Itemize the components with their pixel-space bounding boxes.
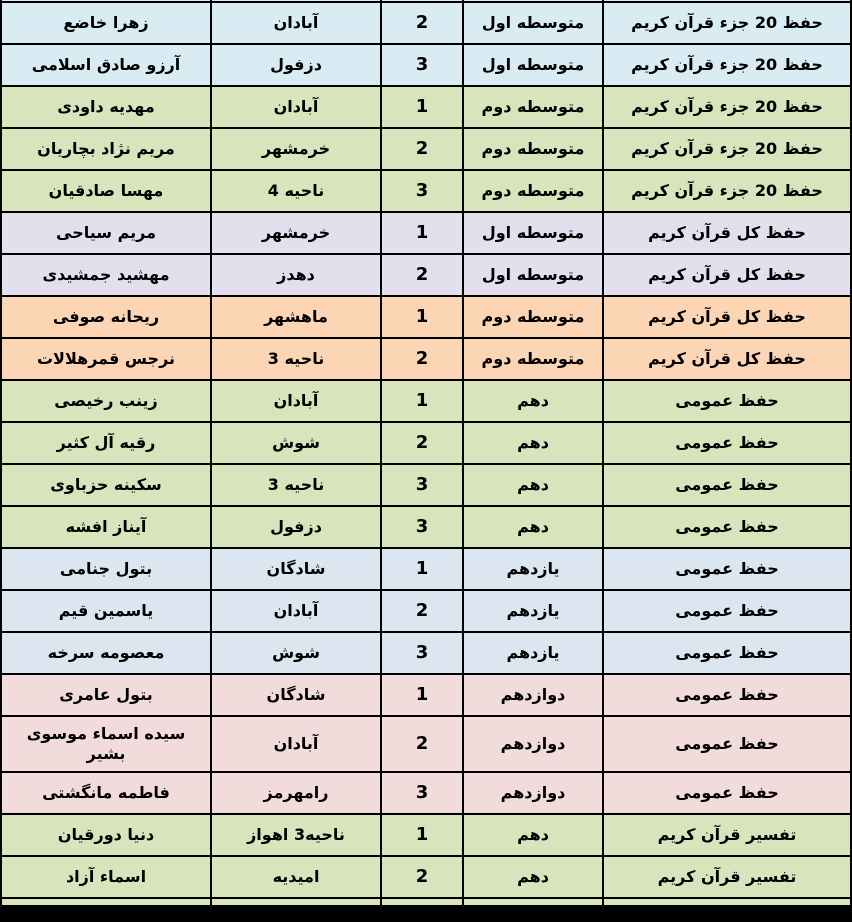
table-row[interactable] [1, 856, 851, 898]
course-cell[interactable]: حفظ 20 جزء قرآن کریم [603, 44, 851, 86]
course-cell[interactable]: حفظ عمومی [603, 716, 851, 772]
course-cell[interactable]: حفظ کل قرآن کریم [603, 296, 851, 338]
name-cell[interactable]: مریم نژاد بچاریان [1, 128, 211, 170]
rank-cell[interactable]: 1 [381, 380, 463, 422]
city-cell[interactable]: دزفول [211, 44, 381, 86]
grade-cell[interactable]: متوسطه دوم [463, 296, 603, 338]
grade-cell[interactable]: متوسطه دوم [463, 86, 603, 128]
rank-cell[interactable]: 2 [381, 254, 463, 296]
table-row[interactable] [1, 422, 851, 464]
rank-cell[interactable]: 1 [381, 296, 463, 338]
table-row[interactable] [1, 254, 851, 296]
table-row[interactable] [1, 506, 851, 548]
city-cell[interactable]: خرمشهر [211, 128, 381, 170]
table-row[interactable] [1, 296, 851, 338]
name-cell[interactable]: رقیه آل کثیر [1, 422, 211, 464]
name-cell[interactable]: زهرا خاضع [1, 2, 211, 44]
name-cell[interactable]: نرجس قمرهلالات [1, 338, 211, 380]
results-table-body [1, 0, 851, 906]
rank-cell[interactable]: 2 [381, 590, 463, 632]
name-cell[interactable]: اسماء آزاد [1, 856, 211, 898]
rank-cell[interactable]: 3 [381, 464, 463, 506]
grade-cell[interactable]: دهم [463, 380, 603, 422]
rank-cell[interactable]: 3 [381, 506, 463, 548]
city-cell[interactable]: آبادان [211, 590, 381, 632]
table-row[interactable] [1, 464, 851, 506]
name-cell[interactable]: فاطمه مانگشتی [1, 772, 211, 814]
city-cell[interactable]: دهدز [211, 254, 381, 296]
grade-cell[interactable]: دوازدهم [463, 674, 603, 716]
table-row[interactable] [1, 632, 851, 674]
city-cell[interactable]: شوش [211, 422, 381, 464]
table-row[interactable] [1, 898, 851, 906]
rank-cell[interactable]: 1 [381, 814, 463, 856]
course-cell[interactable]: حفظ 20 جزء قرآن کریم [603, 170, 851, 212]
table-row[interactable] [1, 338, 851, 380]
city-cell[interactable]: رامهرمز [211, 772, 381, 814]
grade-cell[interactable]: دهم [463, 856, 603, 898]
rank-cell[interactable]: 3 [381, 170, 463, 212]
table-row[interactable] [1, 86, 851, 128]
rank-cell[interactable]: 2 [381, 422, 463, 464]
course-cell[interactable]: حفظ عمومی [603, 506, 851, 548]
name-cell[interactable]: مریم سیاحی [1, 212, 211, 254]
rank-cell[interactable]: 2 [381, 128, 463, 170]
city-cell[interactable]: آبادان [211, 380, 381, 422]
grade-cell[interactable]: دهم [463, 814, 603, 856]
course-cell[interactable]: حفظ کل قرآن کریم [603, 338, 851, 380]
course-cell[interactable]: حفظ عمومی [603, 422, 851, 464]
table-row[interactable] [1, 44, 851, 86]
city-cell[interactable]: امیدیه [211, 856, 381, 898]
grade-cell[interactable]: دهم [463, 464, 603, 506]
course-cell[interactable]: تفسیر قرآن کریم [603, 814, 851, 856]
table-row[interactable] [1, 2, 851, 44]
rank-cell[interactable]: 1 [381, 212, 463, 254]
rank-cell[interactable]: 3 [381, 44, 463, 86]
grade-cell[interactable]: متوسطه اول [463, 2, 603, 44]
table-row[interactable] [1, 772, 851, 814]
rank-cell[interactable]: 3 [381, 632, 463, 674]
grade-cell[interactable]: متوسطه دوم [463, 338, 603, 380]
course-cell[interactable]: حفظ کل قرآن کریم [603, 212, 851, 254]
name-cell[interactable]: مهسا صادقیان [1, 170, 211, 212]
grade-cell[interactable]: دوازدهم [463, 716, 603, 772]
city-cell[interactable]: دزفول [211, 506, 381, 548]
name-cell[interactable]: آیناز افشه [1, 506, 211, 548]
grade-cell[interactable] [463, 898, 603, 906]
city-cell[interactable]: شادگان [211, 674, 381, 716]
city-cell[interactable]: ناحیه 3 [211, 338, 381, 380]
grade-cell[interactable]: یازدهم [463, 632, 603, 674]
name-cell[interactable]: معصومه سرخه [1, 632, 211, 674]
name-cell[interactable]: سکینه حزباوی [1, 464, 211, 506]
grade-cell[interactable]: یازدهم [463, 548, 603, 590]
course-cell[interactable]: حفظ 20 جزء قرآن کریم [603, 86, 851, 128]
table-row[interactable] [1, 590, 851, 632]
table-row[interactable] [1, 814, 851, 856]
city-cell[interactable]: شادگان [211, 548, 381, 590]
name-cell[interactable] [1, 898, 211, 906]
table-row[interactable] [1, 716, 851, 772]
course-cell[interactable] [603, 898, 851, 906]
table-row[interactable] [1, 380, 851, 422]
city-cell[interactable]: ناحیه3 اهواز [211, 814, 381, 856]
rank-cell[interactable]: 2 [381, 856, 463, 898]
rank-cell[interactable] [381, 898, 463, 906]
table-row[interactable] [1, 128, 851, 170]
city-cell[interactable]: آبادان [211, 716, 381, 772]
name-cell[interactable]: آرزو صادق اسلامی [1, 44, 211, 86]
table-row[interactable] [1, 674, 851, 716]
city-cell[interactable]: آبادان [211, 2, 381, 44]
city-cell[interactable] [211, 898, 381, 906]
name-cell[interactable]: مهدیه داودی [1, 86, 211, 128]
course-cell[interactable]: حفظ عمومی [603, 380, 851, 422]
rank-cell[interactable]: 3 [381, 772, 463, 814]
city-cell[interactable]: ماهشهر [211, 296, 381, 338]
grade-cell[interactable]: متوسطه اول [463, 212, 603, 254]
table-row[interactable] [1, 548, 851, 590]
name-cell[interactable]: بتول جنامی [1, 548, 211, 590]
table-row[interactable] [1, 170, 851, 212]
grade-cell[interactable]: متوسطه دوم [463, 170, 603, 212]
name-cell[interactable]: دنیا دورقیان [1, 814, 211, 856]
name-cell[interactable]: یاسمین قیم [1, 590, 211, 632]
rank-cell[interactable]: 2 [381, 338, 463, 380]
name-cell[interactable]: ریحانه صوفی [1, 296, 211, 338]
course-cell[interactable]: حفظ عمومی [603, 772, 851, 814]
grade-cell[interactable]: یازدهم [463, 590, 603, 632]
city-cell[interactable]: ناحیه 3 [211, 464, 381, 506]
course-cell[interactable]: حفظ عمومی [603, 632, 851, 674]
grade-cell[interactable]: دوازدهم [463, 772, 603, 814]
course-cell[interactable]: حفظ کل قرآن کریم [603, 254, 851, 296]
name-cell[interactable]: زینب رخیصی [1, 380, 211, 422]
course-cell[interactable]: حفظ عمومی [603, 674, 851, 716]
rank-cell[interactable]: 1 [381, 86, 463, 128]
name-cell[interactable]: مهشید جمشیدی [1, 254, 211, 296]
grade-cell[interactable]: متوسطه اول [463, 254, 603, 296]
table-row[interactable] [1, 212, 851, 254]
course-cell[interactable]: حفظ 20 جزء قرآن کریم [603, 2, 851, 44]
rank-cell[interactable]: 2 [381, 716, 463, 772]
rank-cell[interactable]: 2 [381, 2, 463, 44]
course-cell[interactable]: حفظ عمومی [603, 590, 851, 632]
grade-cell[interactable]: دهم [463, 506, 603, 548]
city-cell[interactable]: خرمشهر [211, 212, 381, 254]
name-cell[interactable]: بتول عامری [1, 674, 211, 716]
city-cell[interactable]: آبادان [211, 86, 381, 128]
course-cell[interactable]: حفظ 20 جزء قرآن کریم [603, 128, 851, 170]
course-cell[interactable]: حفظ عمومی [603, 548, 851, 590]
grade-cell[interactable]: دهم [463, 422, 603, 464]
rank-cell[interactable]: 1 [381, 674, 463, 716]
grade-cell[interactable]: متوسطه دوم [463, 128, 603, 170]
rank-cell[interactable]: 1 [381, 548, 463, 590]
grade-cell[interactable]: متوسطه اول [463, 44, 603, 86]
course-cell[interactable]: حفظ عمومی [603, 464, 851, 506]
city-cell[interactable]: ناحیه 4 [211, 170, 381, 212]
course-cell[interactable]: تفسیر قرآن کریم [603, 856, 851, 898]
name-cell[interactable]: سیده اسماء موسوی بشیر [1, 716, 211, 772]
city-cell[interactable]: شوش [211, 632, 381, 674]
